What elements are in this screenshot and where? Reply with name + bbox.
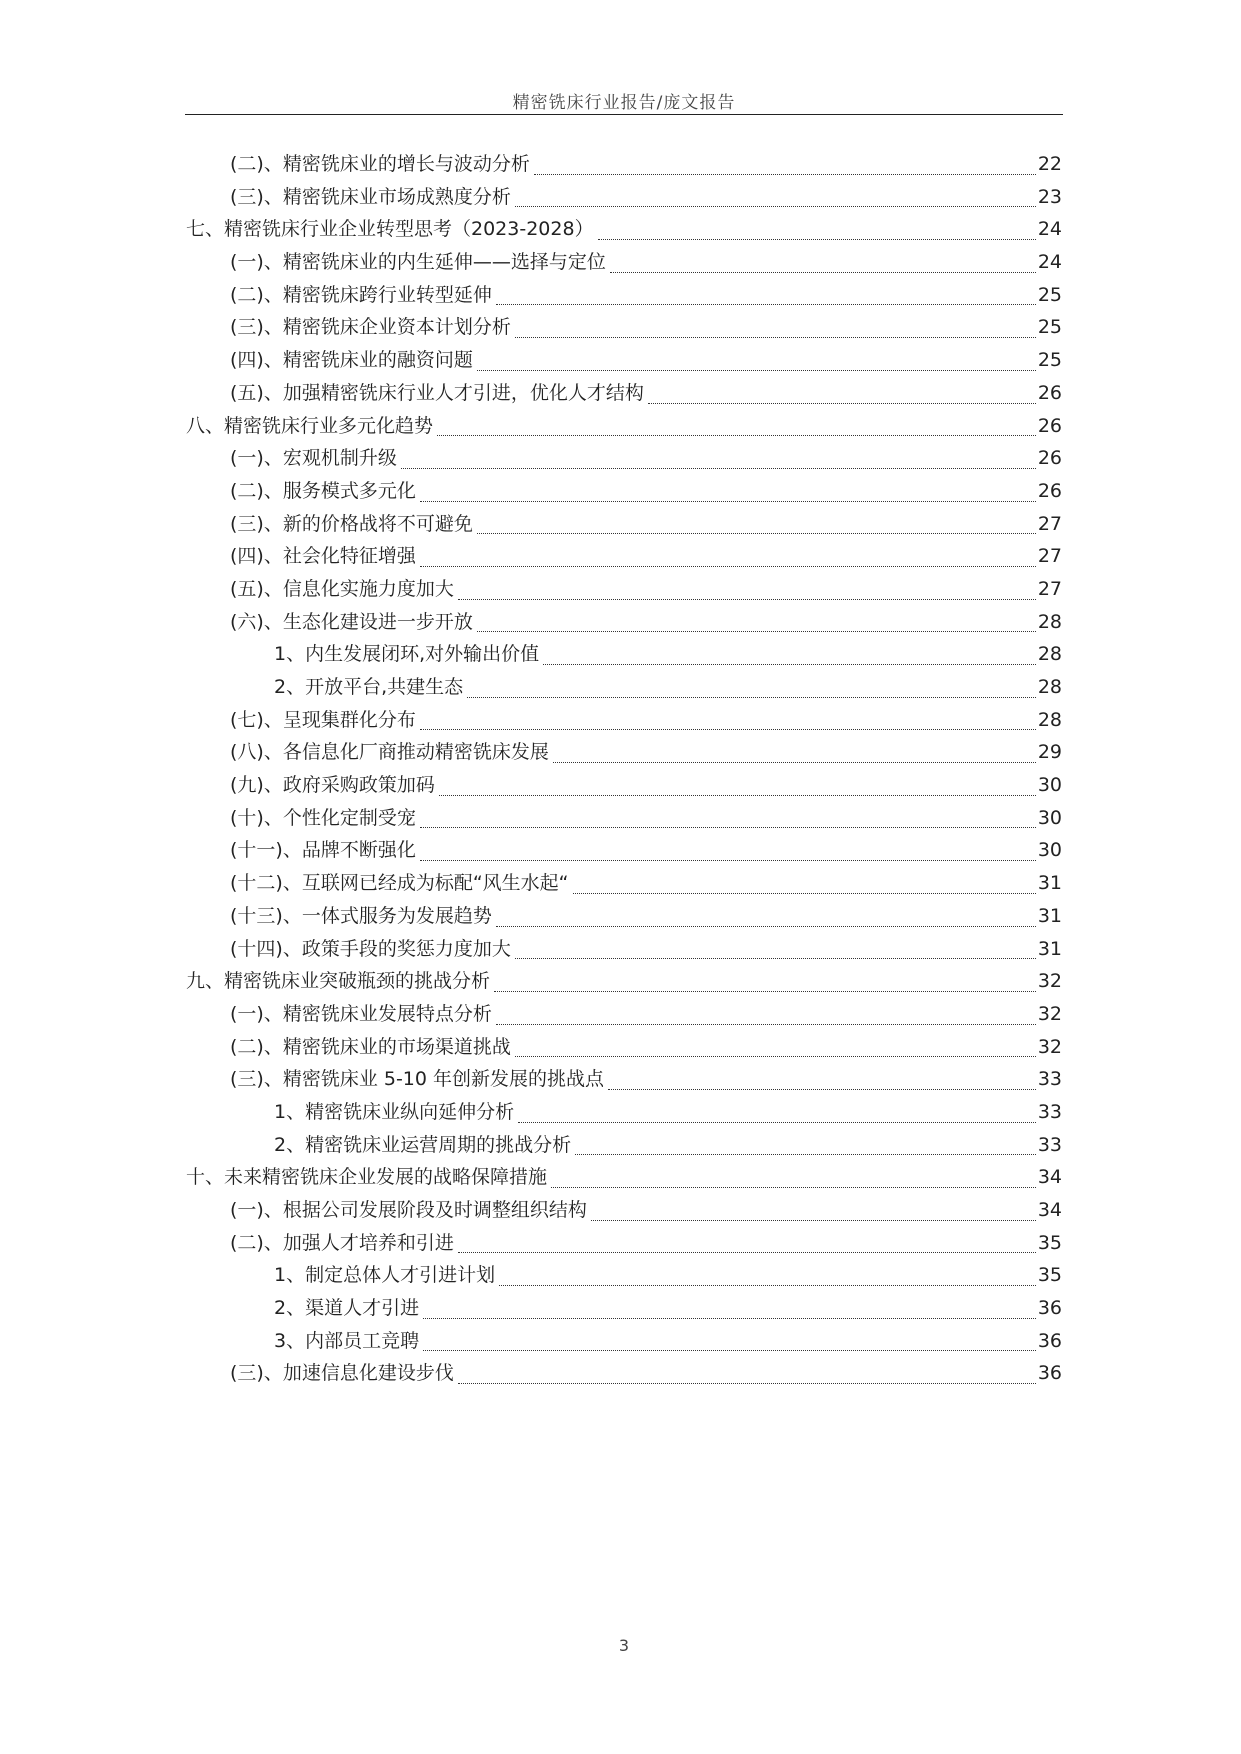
toc-entry-title: 2、渠道人才引进: [274, 1297, 420, 1320]
toc-entry-title: (三)、新的价格战将不可避免: [230, 512, 473, 535]
page-number: 3: [618, 1636, 630, 1655]
toc-entry-title: 九、精密铣床业突破瓶颈的挑战分析: [186, 970, 491, 993]
toc-entry[interactable]: [186, 344, 1062, 377]
toc-dot-leader: [496, 304, 1036, 305]
toc-entry-page: 24: [1037, 218, 1062, 241]
toc-entry-page: 32: [1037, 1002, 1062, 1025]
toc-entry[interactable]: [186, 1292, 1062, 1325]
toc-entry-title: (四)、精密铣床业的融资问题: [230, 349, 473, 372]
toc-entry-page: 36: [1037, 1362, 1062, 1385]
toc-entry-page: 30: [1037, 839, 1062, 862]
toc-dot-leader: [420, 729, 1036, 730]
toc-entry-page: 35: [1037, 1264, 1062, 1287]
toc-entry[interactable]: [186, 377, 1062, 410]
toc-entry-page: 26: [1037, 381, 1062, 404]
toc-entry[interactable]: [186, 540, 1062, 573]
toc-entry-title: (十三)、一体式服务为发展趋势: [230, 904, 492, 927]
toc-entry-title: 3、内部员工竞聘: [274, 1329, 420, 1352]
toc-entry-page: 31: [1037, 872, 1062, 895]
toc-entry-page: 30: [1037, 806, 1062, 829]
toc-dot-leader: [496, 926, 1036, 927]
toc-entry[interactable]: [186, 736, 1062, 769]
toc-entry-page: 23: [1037, 185, 1062, 208]
toc-dot-leader: [573, 893, 1036, 894]
toc-entry[interactable]: [186, 573, 1062, 606]
toc-entry-title: (三)、加速信息化建设步伐: [230, 1362, 454, 1385]
toc-entry[interactable]: [186, 246, 1062, 279]
toc-entry[interactable]: [186, 1031, 1062, 1064]
toc-dot-leader: [477, 631, 1036, 632]
toc-entry-page: 27: [1037, 545, 1062, 568]
toc-entry-title: (五)、信息化实施力度加大: [230, 577, 454, 600]
toc-entry[interactable]: [186, 475, 1062, 508]
toc-entry[interactable]: [186, 769, 1062, 802]
toc-entry[interactable]: [186, 508, 1062, 541]
page-header: 精密铣床行业报告/庞文报告: [512, 93, 736, 113]
toc-entry-title: (二)、服务模式多元化: [230, 479, 416, 502]
toc-dot-leader: [494, 991, 1036, 992]
toc-entry-page: 35: [1037, 1231, 1062, 1254]
toc-entry[interactable]: [186, 1063, 1062, 1096]
toc-entry-title: (七)、呈现集群化分布: [230, 708, 416, 731]
toc-entry-page: 33: [1037, 1068, 1062, 1091]
toc-dot-leader: [420, 566, 1036, 567]
toc-dot-leader: [648, 403, 1036, 404]
toc-entry-title: (五)、加强精密铣床行业人才引进，优化人才结构: [230, 381, 644, 404]
toc-entry[interactable]: [186, 1227, 1062, 1260]
toc-dot-leader: [420, 860, 1036, 861]
toc-entry-title: (二)、加强人才培养和引进: [230, 1231, 454, 1254]
toc-dot-leader: [458, 1383, 1036, 1384]
toc-entry[interactable]: [186, 638, 1062, 671]
toc-entry[interactable]: [186, 279, 1062, 312]
toc-dot-leader: [477, 533, 1036, 534]
toc-entry-title: (二)、精密铣床业的增长与波动分析: [230, 153, 530, 175]
toc-entry[interactable]: [186, 998, 1062, 1031]
toc-entry[interactable]: [186, 1129, 1062, 1162]
toc-entry[interactable]: [186, 181, 1062, 214]
toc-entry-page: 28: [1037, 643, 1062, 666]
toc-entry-title: (十四)、政策手段的奖惩力度加大: [230, 937, 511, 960]
toc-entry[interactable]: [186, 442, 1062, 475]
toc-entry-page: 26: [1037, 447, 1062, 470]
toc-entry-title: (八)、各信息化厂商推动精密铣床发展: [230, 741, 549, 764]
toc-dot-leader: [467, 697, 1036, 698]
toc-dot-leader: [534, 174, 1036, 175]
toc-entry-page: 34: [1037, 1166, 1062, 1189]
toc-entry[interactable]: [186, 1357, 1062, 1390]
toc-dot-leader: [439, 795, 1036, 796]
toc-entry-title: (一)、宏观机制升级: [230, 447, 397, 470]
toc-dot-leader: [591, 1220, 1036, 1221]
toc-entry[interactable]: [186, 933, 1062, 966]
toc-dot-leader: [515, 1056, 1036, 1057]
toc-entry-page: 34: [1037, 1199, 1062, 1221]
toc-entry-page: 26: [1037, 414, 1062, 437]
toc-entry[interactable]: [186, 410, 1062, 443]
toc-dot-leader: [499, 1285, 1036, 1286]
toc-entry-page: 29: [1037, 741, 1062, 764]
toc-entry[interactable]: [186, 965, 1062, 998]
toc-dot-leader: [610, 272, 1036, 273]
toc-dot-leader: [515, 337, 1036, 338]
toc-entry-page: 25: [1037, 316, 1062, 339]
toc-dot-leader: [518, 1122, 1036, 1123]
toc-dot-leader: [515, 206, 1036, 207]
toc-entry[interactable]: [186, 311, 1062, 344]
toc-entry-page: 26: [1037, 479, 1062, 502]
toc-dot-leader: [423, 1350, 1036, 1351]
toc-dot-leader: [401, 468, 1036, 469]
toc-entry[interactable]: [186, 148, 1062, 181]
toc-entry[interactable]: [186, 900, 1062, 933]
toc-entry[interactable]: [186, 802, 1062, 835]
toc-entry[interactable]: [186, 1259, 1062, 1292]
toc-entry-title: (六)、生态化建设进一步开放: [230, 610, 473, 633]
toc-dot-leader: [423, 1318, 1036, 1319]
toc-dot-leader: [551, 1187, 1036, 1188]
toc-entry-title: (十二)、互联网已经成为标配“风生水起“: [230, 872, 569, 895]
toc-entry-page: 28: [1037, 708, 1062, 731]
toc-dot-leader: [458, 1252, 1036, 1253]
toc-entry[interactable]: [186, 1325, 1062, 1358]
toc-entry-title: (二)、精密铣床跨行业转型延伸: [230, 283, 492, 306]
toc-entry-page: 27: [1037, 577, 1062, 600]
toc-dot-leader: [496, 1024, 1036, 1025]
toc-entry-page: 33: [1037, 1133, 1062, 1156]
toc-entry[interactable]: [186, 1194, 1062, 1227]
toc-entry-page: 27: [1037, 512, 1062, 535]
toc-entry-title: (一)、根据公司发展阶段及时调整组织结构: [230, 1199, 587, 1221]
toc-entry-page: 24: [1037, 251, 1062, 274]
toc-entry-page: 30: [1037, 774, 1062, 797]
toc-entry-title: (三)、精密铣床业市场成熟度分析: [230, 185, 511, 208]
toc-entry-title: 八、精密铣床行业多元化趋势: [186, 414, 434, 437]
toc-entry-title: 1、内生发展闭环,对外输出价值: [274, 643, 540, 666]
toc-entry[interactable]: [186, 606, 1062, 639]
toc-entry-title: (九)、政府采购政策加码: [230, 774, 435, 797]
toc-entry[interactable]: [186, 704, 1062, 737]
toc-entry-page: 28: [1037, 676, 1062, 698]
toc-dot-leader: [553, 762, 1036, 763]
toc-entry-title: 十、未来精密铣床企业发展的战略保障措施: [186, 1166, 548, 1189]
toc-entry-title: (十)、个性化定制受宠: [230, 806, 416, 829]
toc-entry-page: 25: [1037, 283, 1062, 306]
toc-entry-page: 22: [1037, 153, 1062, 175]
toc-entry-title: (十一)、品牌不断强化: [230, 839, 416, 862]
toc-dot-leader: [437, 435, 1036, 436]
toc-entry[interactable]: [186, 834, 1062, 867]
toc-entry-page: 32: [1037, 970, 1062, 993]
toc-entry-page: 31: [1037, 937, 1062, 960]
toc-dot-leader: [543, 664, 1036, 665]
toc-dot-leader: [420, 501, 1036, 502]
toc-entry-page: 31: [1037, 904, 1062, 927]
toc-entry-page: 25: [1037, 349, 1062, 372]
toc-entry-title: (一)、精密铣床业发展特点分析: [230, 1002, 492, 1025]
toc-entry-page: 36: [1037, 1329, 1062, 1352]
toc-entry[interactable]: [186, 1096, 1062, 1129]
header-rule: [185, 114, 1063, 115]
toc-dot-leader: [598, 239, 1036, 240]
toc-dot-leader: [575, 1154, 1036, 1155]
toc-dot-leader: [477, 370, 1036, 371]
toc-entry-title: (一)、精密铣床业的内生延伸——选择与定位: [230, 251, 606, 274]
toc-entry-page: 33: [1037, 1100, 1062, 1123]
toc-entry[interactable]: [186, 1161, 1062, 1194]
toc-entry-page: 28: [1037, 610, 1062, 633]
toc-entry-title: (三)、精密铣床企业资本计划分析: [230, 316, 511, 339]
toc-entry-page: 32: [1037, 1035, 1062, 1058]
toc-entry[interactable]: [186, 867, 1062, 900]
toc-entry-title: 1、制定总体人才引进计划: [274, 1264, 496, 1287]
toc-dot-leader: [515, 958, 1036, 959]
toc-dot-leader: [420, 827, 1036, 828]
toc-entry-title: (三)、精密铣床业 5-10 年创新发展的挑战点: [230, 1068, 605, 1091]
toc-entry-title: (二)、精密铣床业的市场渠道挑战: [230, 1035, 511, 1058]
toc-entry-title: 2、精密铣床业运营周期的挑战分析: [274, 1133, 572, 1156]
toc-dot-leader: [458, 599, 1036, 600]
toc-entry[interactable]: [186, 671, 1062, 704]
toc-entry-page: 36: [1037, 1297, 1062, 1320]
toc-entry-title: 1、精密铣床业纵向延伸分析: [274, 1100, 515, 1123]
toc-entry-title: 2、开放平台,共建生态: [274, 676, 464, 698]
toc-entry[interactable]: [186, 213, 1062, 246]
toc-entry-title: (四)、社会化特征增强: [230, 545, 416, 568]
table-of-contents: [186, 148, 1062, 1390]
toc-dot-leader: [608, 1089, 1036, 1090]
toc-entry-title: 七、精密铣床行业企业转型思考（2023-2028）: [186, 218, 594, 241]
